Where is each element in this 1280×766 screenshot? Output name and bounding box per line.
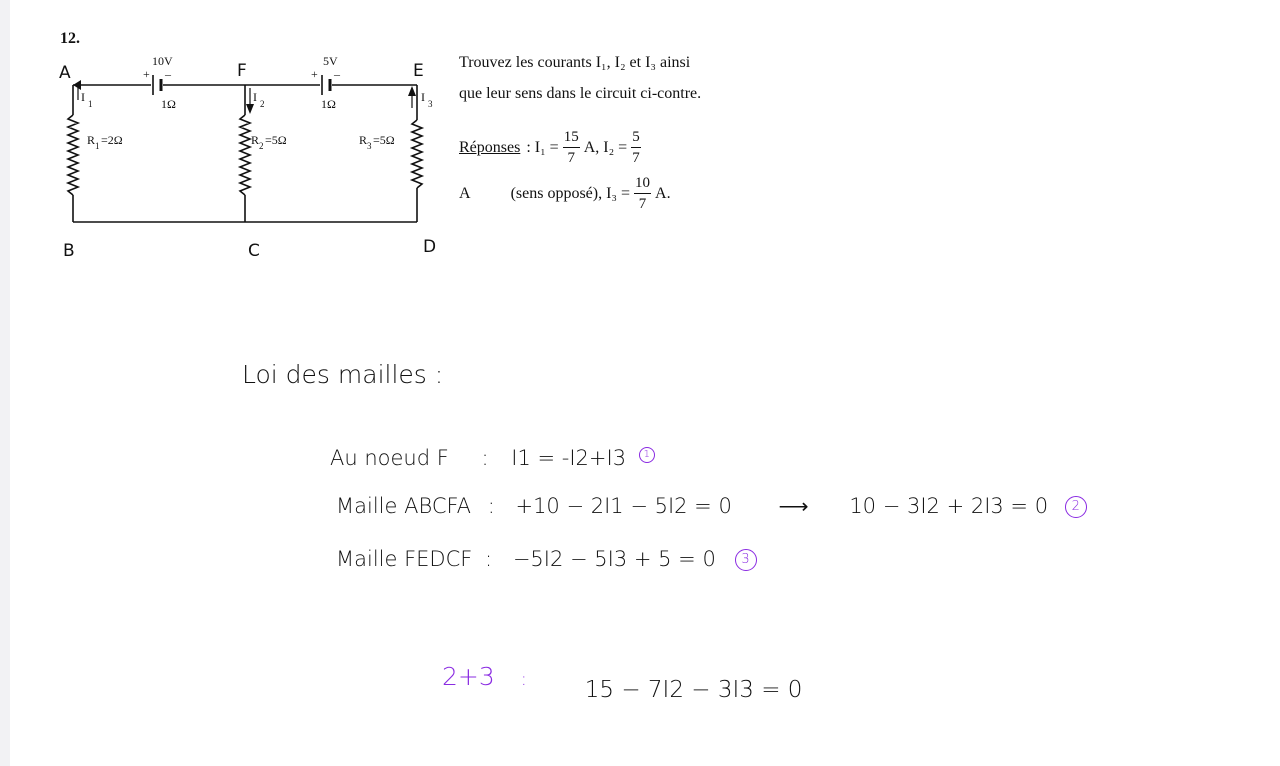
notes-heading: Loi des mailles : <box>242 360 444 389</box>
i2-numerator: 5 <box>631 130 641 148</box>
internal-resistance-2: 1Ω <box>321 97 336 111</box>
mesh1-equation: +10 − 2I1 − 5I2 = 0 <box>515 494 732 518</box>
mesh1-label: Maille ABCFA <box>336 494 472 518</box>
equation-2-marker: 2 <box>1065 496 1087 518</box>
answers-i3-prefix: (sens opposé), I₃ = <box>510 185 631 202</box>
equation-3-marker: 3 <box>735 549 757 571</box>
node-c-label: C <box>248 241 260 261</box>
current3-label: I <box>421 90 425 104</box>
node-equation-row <box>330 446 655 470</box>
resistor-r2 <box>240 115 250 195</box>
mesh2-sep: : <box>485 547 493 571</box>
mesh2-label: Maille FEDCF <box>336 547 473 571</box>
fraction-i3 <box>634 176 651 212</box>
battery1-minus: – <box>165 67 171 81</box>
battery1-voltage: 10V <box>152 54 173 68</box>
i3-numerator: 10 <box>634 176 651 194</box>
r2-label: R <box>251 133 260 147</box>
mesh1-sep: : <box>487 494 495 518</box>
r3-value: =5Ω <box>373 133 395 147</box>
answers-i2-prefix: A, I₂ = <box>583 139 628 156</box>
node-label: Au noeud F <box>330 446 449 470</box>
current2-arrowhead <box>246 104 254 114</box>
r2-value: =5Ω <box>265 133 287 147</box>
answers-i3-unit: A. <box>655 185 671 202</box>
i1-numerator: 15 <box>563 130 580 148</box>
answers-i1-prefix: : I₁ = <box>526 139 559 156</box>
current1-label: I <box>81 90 85 104</box>
statement-line-2: que leur sens dans le circuit ci-contre. <box>459 85 702 102</box>
battery1-plus: + <box>143 67 150 81</box>
current2-sub: 2 <box>260 99 265 109</box>
battery2-voltage: 5V <box>323 54 338 68</box>
node-equation: I1 = -I2+I3 <box>511 446 627 470</box>
answers-line-2 <box>459 172 671 216</box>
current1-sub: 1 <box>88 99 93 109</box>
problem-number: 12. <box>60 30 80 47</box>
combination-equation: 15 − 7I2 − 3I3 = 0 <box>584 677 803 703</box>
answers-unit-a: A <box>459 185 471 202</box>
answers-line <box>459 126 645 170</box>
i2-denominator: 7 <box>632 150 640 166</box>
combination-label: 2+3 <box>442 662 495 691</box>
statement-line-1: Trouvez les courants I₁, I₂ et I₃ ainsi <box>459 54 691 71</box>
fraction-i2 <box>631 130 641 166</box>
battery2-minus: – <box>334 67 340 81</box>
answers-label: Réponses <box>459 139 521 156</box>
node-b-label: B <box>63 241 75 261</box>
node-sep: : <box>481 446 489 470</box>
node-a-label: A <box>59 63 71 83</box>
mesh1-result: 10 − 3I2 + 2I3 = 0 <box>849 494 1049 518</box>
r3-sub: 3 <box>367 141 372 151</box>
i3-denominator: 7 <box>638 196 647 212</box>
r1-sub: 1 <box>95 141 100 151</box>
resistor-r1 <box>68 115 78 195</box>
mesh2-equation: −5I2 − 5I3 + 5 = 0 <box>512 547 716 571</box>
implies-arrow: ⟶ <box>778 494 809 518</box>
fraction-i1 <box>563 130 580 166</box>
combination-sep: : <box>520 669 527 690</box>
node-d-label: D <box>423 237 437 257</box>
i1-denominator: 7 <box>567 150 575 166</box>
equation-1-marker: 1 <box>639 447 655 463</box>
battery2-plus: + <box>311 67 318 81</box>
current2-label: I <box>253 90 257 104</box>
arrow-left-at-a <box>73 80 81 90</box>
current3-arrowhead <box>408 86 416 96</box>
r2-sub: 2 <box>259 141 264 151</box>
combination-row <box>442 662 802 722</box>
circuit-diagram <box>55 30 455 265</box>
mesh1-equation-row <box>336 494 1087 518</box>
internal-resistance-1: 1Ω <box>161 97 176 111</box>
resistor-r3 <box>412 120 422 188</box>
node-f-label: F <box>237 61 247 81</box>
r1-label: R <box>87 133 96 147</box>
r1-value: =2Ω <box>101 133 123 147</box>
mesh2-equation-row <box>336 547 757 571</box>
node-e-label: E <box>413 61 424 81</box>
page-margin-strip <box>0 0 10 766</box>
current3-sub: 3 <box>428 99 433 109</box>
r3-label: R <box>359 133 368 147</box>
